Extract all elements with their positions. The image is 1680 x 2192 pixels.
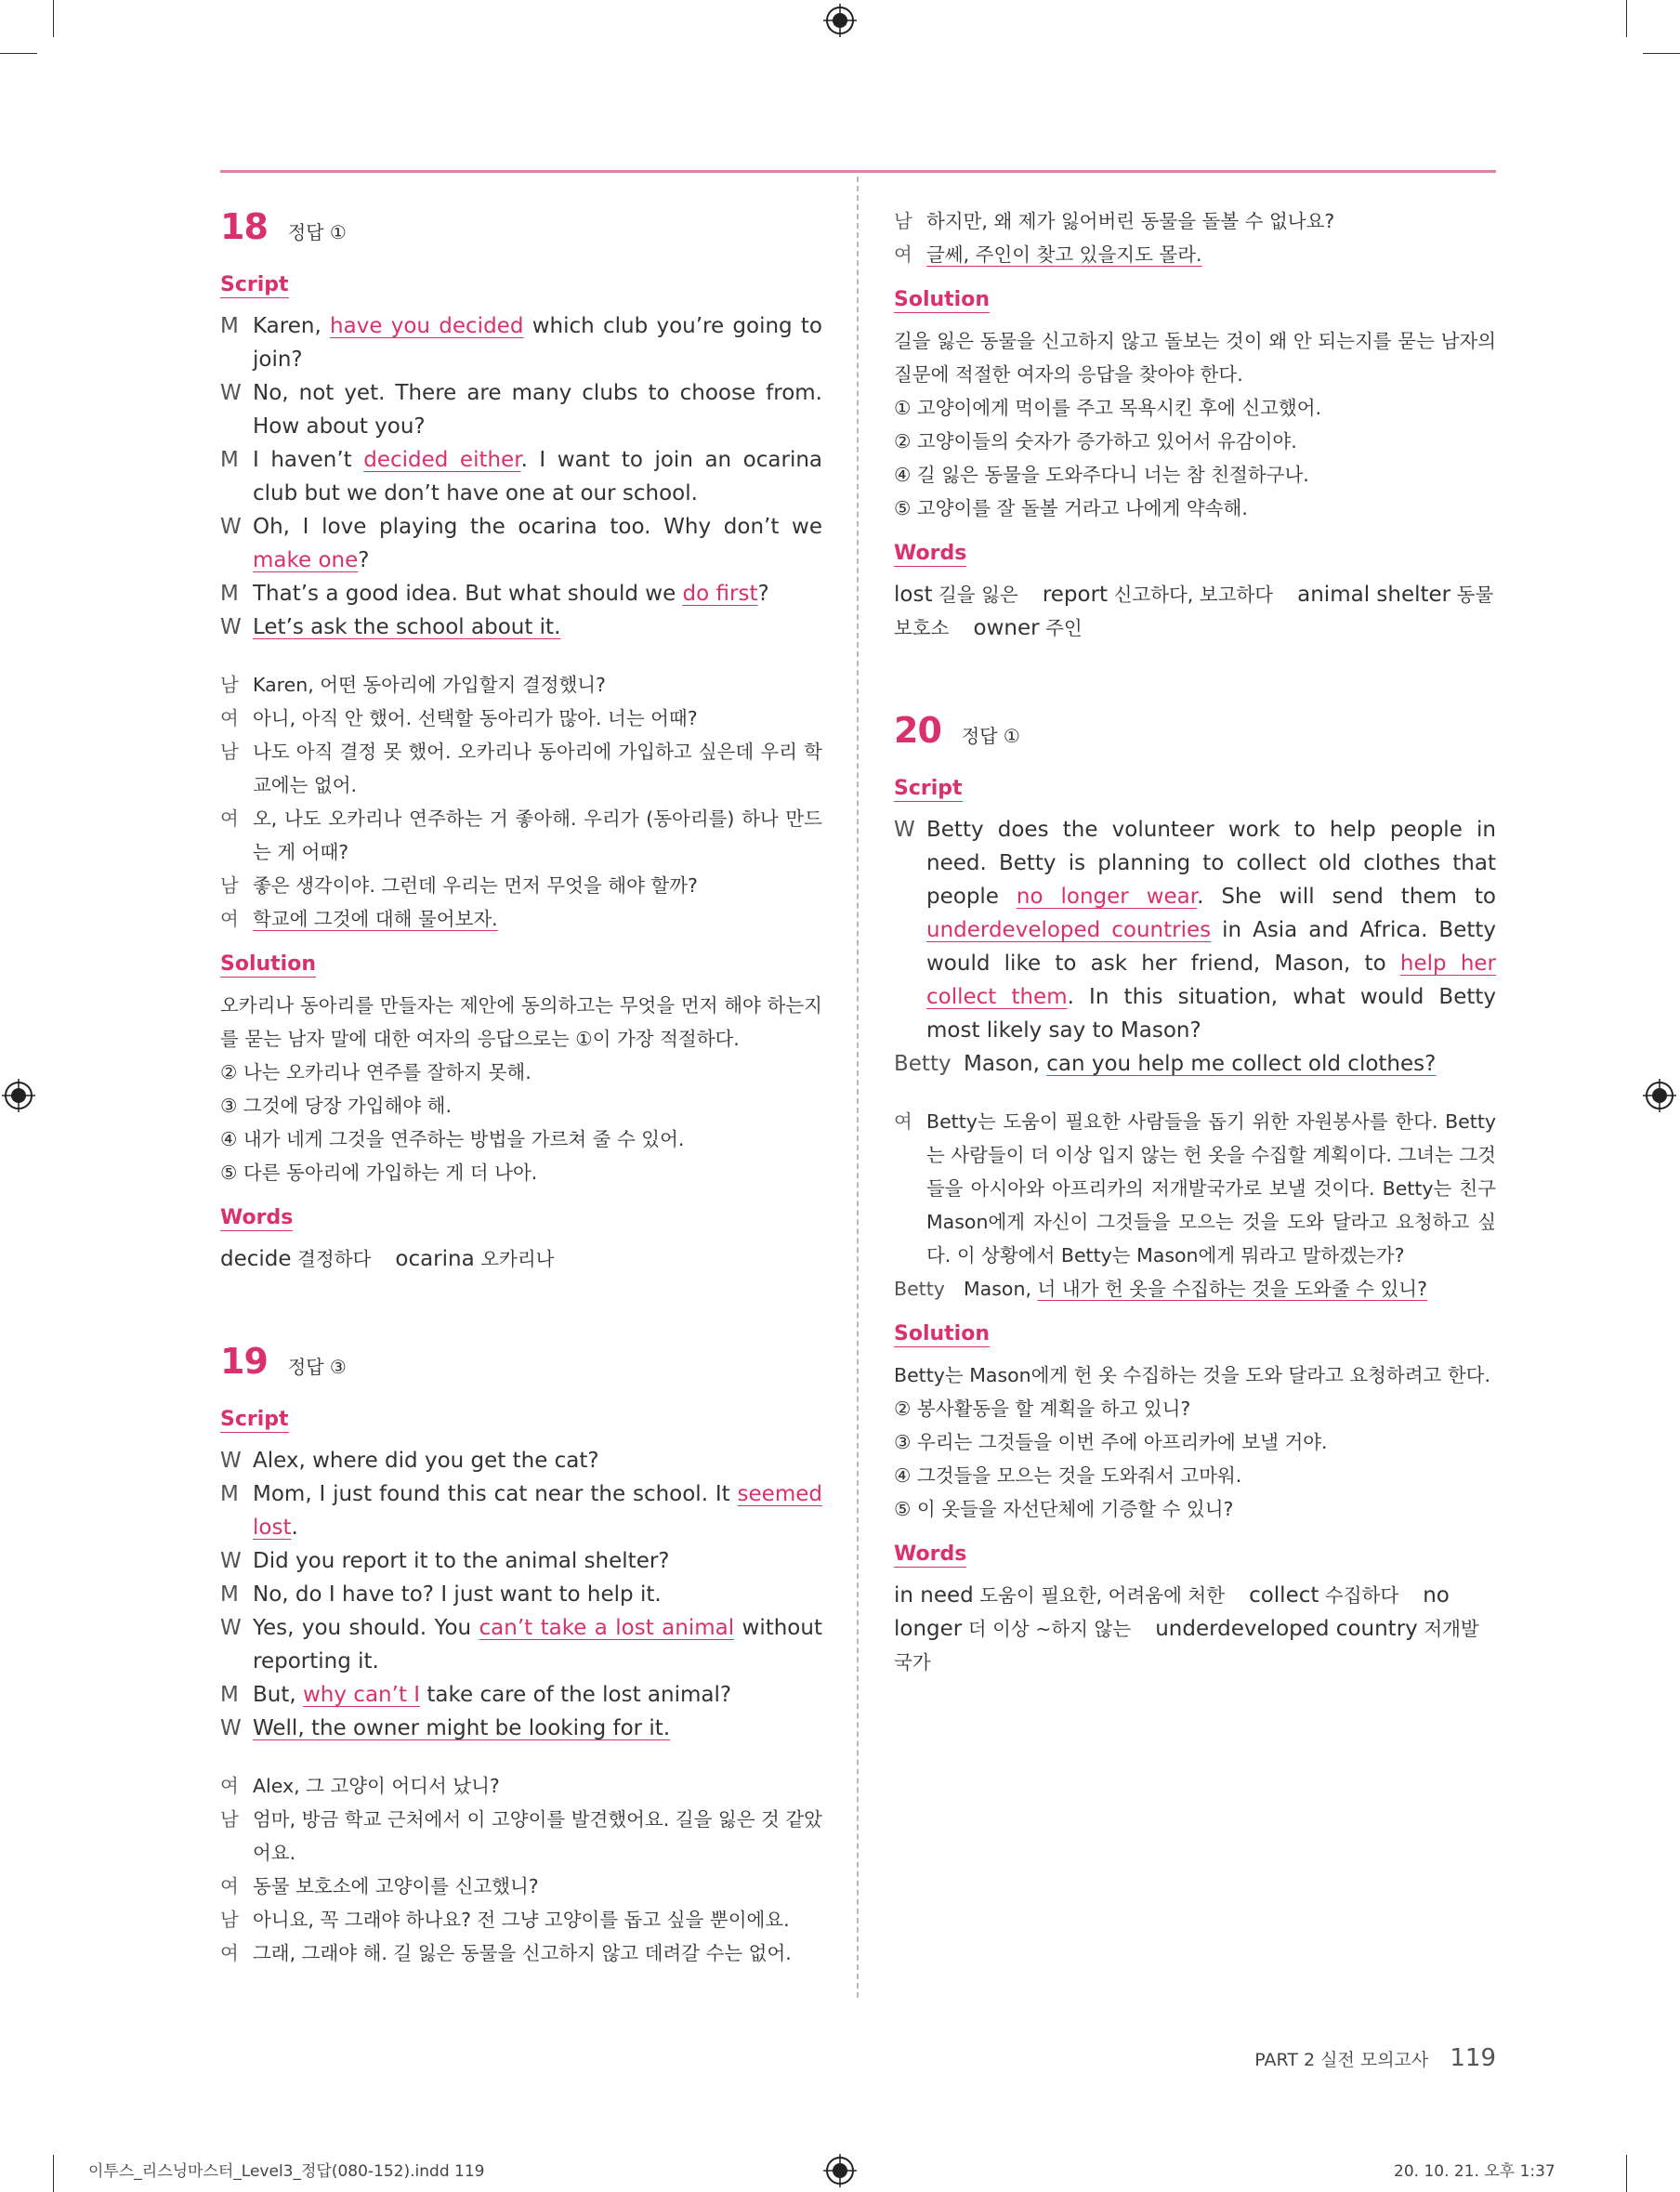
words-title: Words: [894, 542, 967, 565]
crop-mark-bottom-left-v: [53, 2155, 54, 2192]
dialogue-line: [220, 1803, 822, 1870]
line-text: [253, 443, 822, 510]
speaker-label: 남: [220, 741, 239, 763]
solution-option: ② 나는 오카리나 연주를 잘하지 못해.: [220, 1061, 532, 1083]
text-segment: in Asia and Africa. Betty would like to ask her friend, Mason, to: [926, 918, 1496, 976]
text-segment: 나도 아직 결정 못 했어. 오카리나 동아리에 가입하고 싶은데 우리 학교에는 없어.: [253, 741, 822, 796]
highlighted-phrase: Well, the owner might be looking for it.: [253, 1716, 671, 1740]
line-text: [253, 577, 822, 610]
text-segment: which club you’re going to join?: [253, 314, 822, 372]
registration-mark-left: [2, 1079, 35, 1112]
line-text: [253, 1903, 822, 1936]
part-label: PART 2 실전 모의고사: [1254, 2050, 1429, 2070]
text-segment: . I want to join an ocarina club but we don’t have one at our school.: [253, 448, 823, 505]
text-segment: Did you report it to the animal shelter?: [253, 1549, 670, 1573]
text-segment: Alex, 그 고양이 어디서 났니?: [253, 1775, 500, 1797]
line-text: [253, 1803, 822, 1870]
line-text: [253, 610, 822, 644]
registration-mark-bottom: [823, 2154, 857, 2187]
word-korean: 동물 보호소: [894, 584, 1494, 639]
dialogue-line: [894, 1272, 1496, 1306]
dialogue-line: [220, 1870, 822, 1903]
translation-monologue: [894, 1105, 1496, 1272]
question-19: [220, 1341, 822, 1970]
speaker-label: W: [220, 515, 242, 539]
script-title: Script: [220, 1408, 289, 1431]
page-number: 119: [1450, 2044, 1496, 2072]
solution-option: ④ 그것들을 모으는 것을 도와줘서 고마워.: [894, 1464, 1242, 1487]
speaker-label: M: [220, 314, 239, 338]
word-english: underdeveloped country: [1155, 1617, 1418, 1641]
text-segment: 동물 보호소에 고양이를 신고했니?: [253, 1875, 539, 1897]
highlighted-phrase: help her collect them: [926, 952, 1496, 1009]
crop-mark-top-left-v: [53, 0, 54, 37]
word-korean: 신고하다, 보고하다: [1113, 584, 1274, 606]
dialogue-line: [220, 610, 822, 644]
solution-option: ④ 길 잃은 동물을 도와주다니 너는 참 친절하구나.: [894, 464, 1309, 486]
highlighted-phrase: 학교에 그것에 대해 물어보자.: [253, 908, 498, 930]
answer-label: 정답 ①: [961, 725, 1020, 747]
speaker-label: 여: [894, 1110, 912, 1133]
text-segment: without reporting it.: [253, 1616, 822, 1674]
header-rule: [220, 170, 1496, 173]
right-column: [894, 204, 1496, 1679]
speaker-label: Betty: [894, 1052, 952, 1076]
line-text: [253, 735, 822, 802]
highlighted-phrase: Let’s ask the school about it.: [253, 615, 561, 639]
question-number: 19: [220, 1341, 268, 1382]
words-list: [894, 578, 1496, 645]
dialogue-line: [220, 1936, 822, 1970]
solution-option: ③ 우리는 그것들을 이번 주에 아프리카에 보낼 거야.: [894, 1431, 1328, 1453]
highlighted-phrase: underdeveloped countries: [926, 918, 1212, 942]
text-segment: 하지만, 왜 제가 잃어버린 동물을 돌볼 수 없나요?: [926, 210, 1335, 232]
line-text: [253, 309, 822, 376]
solution-title: Solution: [220, 952, 316, 976]
word-korean: 주인: [1045, 617, 1083, 639]
dialogue-line: [894, 238, 1496, 271]
question-number: 18: [220, 206, 268, 247]
speaker-label: 여: [220, 1942, 239, 1964]
crop-mark-top-right-h: [1643, 53, 1680, 54]
line-text: [253, 1936, 822, 1970]
question-number: 20: [894, 710, 941, 751]
text-segment: 아니요, 꼭 그래야 하나요? 전 그냥 고양이를 돕고 싶을 뿐이에요.: [253, 1909, 790, 1931]
line-text: [253, 1611, 822, 1678]
text-segment: Betty는 도움이 필요한 사람들을 돕기 위한 자원봉사를 한다. Betty는 사람들이 더 이상 입지 않는 헌 옷을 수집할 계획이다. 그녀는 그것들을 아시아와 아프리카의 저개발국가로 보낼 것이다. Betty는 친구 Mason에게 자신이 그것들을 모으는 것을 도와 달라고 요청하고 싶다. 이 상황에서 Betty는 Mason에게 뭐라고 말하겠는가?: [926, 1110, 1496, 1267]
solution-option: ⑤ 이 옷들을 자선단체에 기증할 수 있니?: [894, 1498, 1234, 1520]
page-footer: [1115, 2044, 1496, 2072]
word-korean: 저개발국가: [894, 1618, 1479, 1674]
line-text: [926, 238, 1496, 271]
speaker-label: W: [220, 1449, 242, 1473]
word-english: lost: [894, 583, 933, 607]
speaker-label: 여: [220, 807, 239, 830]
words-list: [894, 1579, 1496, 1679]
line-text: [253, 1769, 822, 1803]
speaker-label: 여: [220, 1875, 239, 1897]
line-text: [253, 702, 822, 735]
speaker-label: M: [220, 582, 239, 606]
solution-option: ② 봉사활동을 할 계획을 하고 있니?: [894, 1398, 1191, 1420]
word-english: owner: [973, 616, 1040, 640]
registration-mark-top: [823, 4, 857, 37]
word-english: collect: [1249, 1583, 1319, 1608]
translation-dialogue: [220, 1769, 822, 1970]
line-text: [926, 1105, 1496, 1272]
text-segment: 엄마, 방금 학교 근처에서 이 고양이를 발견했어요. 길을 잃은 것 같았어요.: [253, 1808, 822, 1864]
word-english: no longer: [894, 1583, 1450, 1641]
line-text: [964, 1047, 1496, 1081]
text-segment: Alex, where did you get the cat?: [253, 1449, 599, 1473]
solution-text: Betty는 Mason에게 헌 옷 수집하는 것을 도와 달라고 요청하려고 한다.: [894, 1364, 1490, 1386]
solution-text: 오카리나 동아리를 만들자는 제안에 동의하고는 무엇을 먼저 해야 하는지를 묻는 남자 말에 대한 여자의 응답으로는 ①이 가장 적절하다.: [220, 994, 822, 1050]
word-korean: 결정하다: [297, 1248, 372, 1270]
speaker-label: M: [220, 1482, 239, 1506]
solution-option: ④ 내가 네게 그것을 연주하는 방법을 가르쳐 줄 수 있어.: [220, 1128, 685, 1150]
highlighted-phrase: why can’t I: [303, 1683, 421, 1707]
line-text: [253, 510, 822, 577]
speaker-label: W: [220, 1616, 242, 1640]
line-text: [253, 1477, 822, 1544]
speaker-label: 여: [220, 908, 239, 930]
line-text: [964, 1272, 1496, 1306]
answer-label: 정답 ③: [287, 1356, 347, 1378]
solution-option: ⑤ 고양이를 잘 돌볼 거라고 나에게 약속해.: [894, 497, 1248, 519]
highlighted-phrase: seemed lost: [253, 1482, 822, 1540]
script-answer: [894, 1047, 1496, 1081]
word-english: ocarina: [395, 1247, 475, 1271]
speaker-label: 여: [894, 243, 912, 266]
text-segment: Betty does the volunteer work to help people in need. Betty is planning to collect old clothes that people: [926, 818, 1496, 909]
line-text: [253, 1870, 822, 1903]
dialogue-line: [220, 735, 822, 802]
words-title: Words: [220, 1206, 294, 1229]
solution-options: [220, 1056, 822, 1189]
line-text: [253, 1678, 822, 1712]
dialogue-line: [220, 1712, 822, 1745]
highlighted-phrase: 너 내가 헌 옷을 수집하는 것을 도와줄 수 있니?: [1037, 1278, 1427, 1300]
line-text: [253, 1444, 822, 1477]
solution-title: Solution: [894, 1322, 990, 1345]
solution-options: [894, 1392, 1496, 1526]
solution-option: ① 고양이에게 먹이를 주고 목욕시킨 후에 신고했어.: [894, 397, 1322, 419]
text-segment: . She will send them to: [1197, 885, 1496, 909]
dialogue-line: [894, 1105, 1496, 1272]
highlighted-phrase: 글쎄, 주인이 찾고 있을지도 몰라.: [926, 243, 1202, 266]
text-segment: ?: [358, 548, 370, 572]
question-20: [894, 710, 1496, 1679]
speaker-label: W: [220, 381, 242, 405]
dialogue-line: [220, 443, 822, 510]
text-segment: Mason,: [964, 1278, 1038, 1300]
word-korean: 길을 잃은: [938, 584, 1018, 606]
dialogue-line: [894, 1047, 1496, 1081]
dialogue-line: [220, 702, 822, 735]
question-18: [220, 206, 822, 1276]
word-english: report: [1042, 583, 1109, 607]
dialogue-line: [220, 1444, 822, 1477]
highlighted-phrase: can’t take a lost animal: [479, 1616, 735, 1640]
text-segment: ?: [757, 582, 769, 606]
script-dialogue: [220, 309, 822, 644]
dialogue-line: [220, 1903, 822, 1936]
dialogue-line: [220, 902, 822, 936]
crop-mark-bottom-right-v: [1626, 2155, 1627, 2192]
speaker-label: W: [220, 1549, 242, 1573]
highlighted-phrase: make one: [253, 548, 359, 572]
line-text: [253, 1578, 822, 1611]
text-segment: Oh, I love playing the ocarina too. Why don’t we: [253, 515, 822, 539]
speaker-label: M: [220, 448, 239, 472]
text-segment: 오, 나도 오카리나 연주하는 거 좋아해. 우리가 (동아리를) 하나 만드는 게 어때?: [253, 807, 822, 863]
solution-option: ③ 그것에 당장 가입해야 해.: [220, 1095, 452, 1117]
word-korean: 더 이상 ~하지 않는: [967, 1618, 1132, 1640]
highlighted-phrase: decided either: [363, 448, 521, 472]
dialogue-line: [220, 1578, 822, 1611]
speaker-label: W: [220, 615, 242, 639]
dialogue-line: [894, 813, 1496, 1047]
dialogue-line: [220, 1544, 822, 1578]
dialogue-line: [220, 1678, 822, 1712]
speaker-label: 여: [220, 1775, 239, 1797]
highlighted-phrase: no longer wear: [1016, 885, 1198, 909]
solution-title: Solution: [894, 288, 990, 311]
dialogue-line: [220, 376, 822, 443]
speaker-label: W: [220, 1716, 242, 1740]
text-segment: Mason,: [964, 1052, 1047, 1076]
highlighted-phrase: can you help me collect old clothes?: [1046, 1052, 1437, 1076]
text-segment: No, do I have to? I just want to help it.: [253, 1582, 662, 1607]
line-text: [926, 204, 1496, 238]
speaker-label: 남: [220, 1909, 239, 1931]
text-segment: . In this situation, what would Betty most likely say to Mason?: [926, 985, 1497, 1043]
dialogue-line: [220, 1477, 822, 1544]
column-divider: [857, 177, 859, 1998]
solution-text: 길을 잃은 동물을 신고하지 않고 돌보는 것이 왜 안 되는지를 묻는 남자의 질문에 적절한 여자의 응답을 찾아야 한다.: [894, 330, 1496, 386]
text-segment: I haven’t: [253, 448, 364, 472]
crop-mark-top-right-v: [1626, 0, 1627, 37]
speaker-label: 남: [894, 210, 912, 232]
highlighted-phrase: have you decided: [330, 314, 524, 338]
speaker-label: 남: [220, 1808, 239, 1831]
highlighted-phrase: do first: [682, 582, 758, 606]
text-segment: .: [291, 1516, 298, 1540]
solution-options: [894, 391, 1496, 525]
word-english: decide: [220, 1247, 292, 1271]
words-list: [220, 1242, 822, 1276]
word-english: in need: [894, 1583, 974, 1608]
speaker-label: 남: [220, 874, 239, 897]
word-korean: 수집하다: [1324, 1584, 1399, 1607]
dialogue-line: [220, 668, 822, 702]
text-segment: take care of the lost animal?: [420, 1683, 732, 1707]
word-english: animal shelter: [1297, 583, 1451, 607]
dialogue-line: [220, 309, 822, 376]
text-segment: Karen,: [253, 314, 331, 338]
text-segment: 좋은 생각이야. 그런데 우리는 먼저 무엇을 해야 할까?: [253, 874, 698, 897]
question-19-continued: [894, 204, 1496, 645]
script-monologue: [894, 813, 1496, 1047]
translation-dialogue: [220, 668, 822, 936]
speaker-label: Betty: [894, 1278, 945, 1300]
line-text: [253, 869, 822, 902]
speaker-label: M: [220, 1683, 239, 1707]
dialogue-line: [220, 1611, 822, 1678]
left-column: [220, 206, 822, 1970]
dialogue-line: [220, 577, 822, 610]
text-segment: Yes, you should. You: [253, 1616, 479, 1640]
dialogue-line: [220, 869, 822, 902]
line-text: [253, 802, 822, 869]
words-title: Words: [894, 1542, 967, 1566]
text-segment: But,: [253, 1683, 303, 1707]
translation-dialogue-continued: [894, 204, 1496, 271]
line-text: [253, 1544, 822, 1578]
dialogue-line: [220, 1769, 822, 1803]
script-title: Script: [220, 273, 289, 296]
text-segment: No, not yet. There are many clubs to choose from. How about you?: [253, 381, 822, 439]
line-text: [253, 902, 822, 936]
speaker-label: M: [220, 1582, 239, 1607]
speaker-label: W: [894, 818, 915, 842]
answer-label: 정답 ①: [287, 221, 347, 243]
line-text: [926, 813, 1496, 1047]
dialogue-line: [220, 510, 822, 577]
text-segment: Karen, 어떤 동아리에 가입할지 결정했니?: [253, 674, 606, 696]
dialogue-line: [894, 204, 1496, 238]
text-segment: 그래, 그래야 해. 길 잃은 동물을 신고하지 않고 데려갈 수는 없어.: [253, 1942, 792, 1964]
print-timestamp: 20. 10. 21. 오후 1:37: [1394, 2162, 1555, 2181]
text-segment: Mom, I just found this cat near the school. It: [253, 1482, 738, 1506]
text-segment: That’s a good idea. But what should we: [253, 582, 683, 606]
speaker-label: 남: [220, 674, 239, 696]
line-text: [253, 668, 822, 702]
crop-mark-top-left-h: [0, 53, 37, 54]
solution-option: ⑤ 다른 동아리에 가입하는 게 더 나아.: [220, 1162, 538, 1184]
dialogue-line: [220, 802, 822, 869]
speaker-label: 여: [220, 707, 239, 729]
file-info: 이투스_리스닝마스터_Level3_정답(080-152).indd 119: [88, 2162, 485, 2181]
solution-option: ② 고양이들의 숫자가 증가하고 있어서 유감이야.: [894, 430, 1297, 453]
text-segment: 아니, 아직 안 했어. 선택할 동아리가 많아. 너는 어때?: [253, 707, 698, 729]
registration-mark-right: [1643, 1079, 1676, 1112]
word-korean: 도움이 필요한, 어려움에 처한: [979, 1584, 1225, 1607]
line-text: [253, 1712, 822, 1745]
script-dialogue: [220, 1444, 822, 1745]
line-text: [253, 376, 822, 443]
word-korean: 오카리나: [480, 1248, 555, 1270]
translation-answer: [894, 1272, 1496, 1306]
script-title: Script: [894, 777, 963, 800]
